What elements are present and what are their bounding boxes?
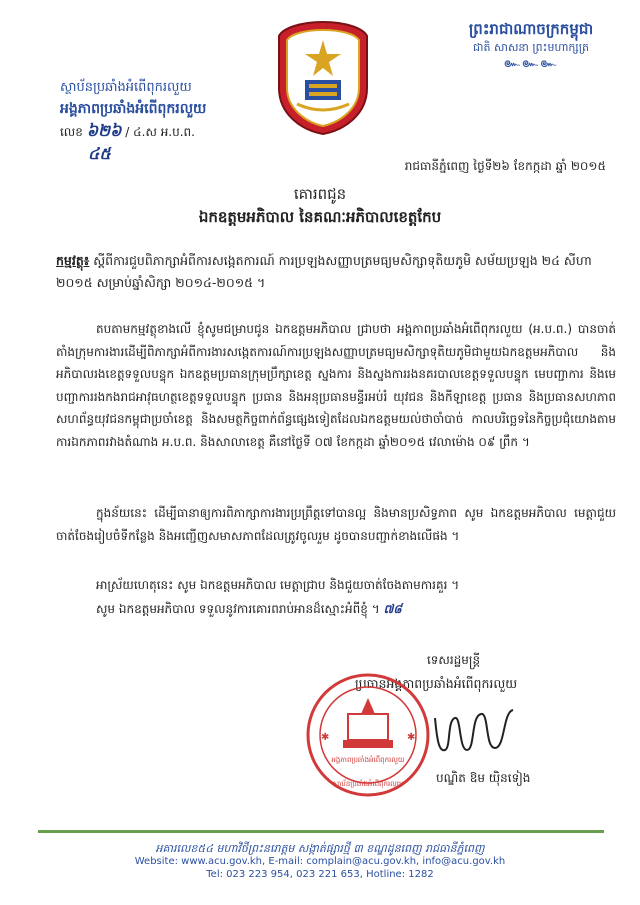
salutation: គោរពជូន <box>293 185 347 203</box>
kingdom-header <box>456 18 606 70</box>
ref-label: លេខ <box>60 125 83 139</box>
closing-paragraph <box>56 598 616 621</box>
recipient: ឯកឧត្តមអភិបាល នៃគណៈអភិបាលខេត្តកែប <box>198 208 442 226</box>
footer-address: អគារលេខ៥៤ មហាវិថីព្រះនរោត្តម សង្កាត់ផ្សារថ្មី ៣ ខណ្ឌដូនពេញ រាជធានីភ្នំពេញ <box>155 842 485 855</box>
signatory-title: ទេសរដ្ឋមន្ត្រី <box>427 653 481 667</box>
kingdom-title: ព្រះរាជាណាចក្រកម្ពុជា <box>468 20 594 38</box>
handwritten-signature <box>425 700 525 760</box>
acu-emblem-logo <box>275 18 371 138</box>
agency-block <box>60 78 280 166</box>
stamp-inner-text: អង្គភាពប្រឆាំងអំពើពុករលួយ <box>331 756 405 764</box>
svg-text:✱: ✱ <box>321 732 330 743</box>
signatory-position: ប្រធានអង្គភាពប្រឆាំងអំពើពុករលួយ <box>355 676 518 691</box>
reference-number <box>60 120 280 143</box>
body-paragraph-3: អាស្រ័យហេតុនេះ សូម ឯកឧត្តមអភិបាល មេត្តាជ្រាប និងជួយចាត់ចែងតាមការគួរ ។ <box>96 578 460 592</box>
closing-text: សូម ឯកឧត្តមអភិបាល ទទួលនូវការគោរពរាប់អានដ៏ស្មោះអំពីខ្ញុំ ។ <box>96 602 380 616</box>
ref-suffix: / ៤.ស អ.ប.ព. <box>125 125 195 139</box>
footer-phone: Tel: 023 223 954, 023 221 653, Hotline: 1282 <box>206 869 434 880</box>
official-stamp <box>303 670 433 800</box>
ref-handwritten-extra: ៤៥ <box>88 144 111 163</box>
letter-date: រាជធានីភ្នំពេញ ថ្ងៃទី២៦ ខែកក្កដា ឆ្នាំ ២០១៥ <box>404 159 606 173</box>
body-paragraph-2: ក្នុងន័យនេះ ដើម្បីធានាឲ្យការពិភាក្សាការងារប្រព្រឹត្តទៅបានល្អ និងមានប្រសិទ្ធភាព សូម ឯកឧត្តមអភិបាល មេត្តាជួយចាត់ចែងរៀបចំទីកន្លែង និងអញ្ជើញសមាសភាពដែលត្រូវចូលរួម ដូចបានបញ្ជាក់ខាងលើផង ។ <box>56 506 616 543</box>
stamp-bottom-text: ស្ថាប័នប្រឆាំងអំពើពុករលួយ <box>332 780 404 788</box>
agency-unit: អង្គភាពប្រឆាំងអំពើពុករលួយ <box>60 101 207 117</box>
footer <box>0 842 640 881</box>
closing-handwritten-mark: ៧៨ <box>383 602 402 616</box>
ref-extra <box>60 143 280 166</box>
signatory-name: បណ្ឌិត ឱម យ៉ិនទៀង <box>436 771 531 785</box>
body-paragraph-1: តបតាមកម្មវត្ថុខាងលើ ខ្ញុំសូមជម្រាបជូន ឯកឧត្តមអភិបាល ជ្រាបថា អង្គភាពប្រឆាំងអំពើពុករលួយ (អ.ប.ព.) បានចាត់តាំងក្រុមការងារដើម្បីពិភាក្សាអំពីការងារសង្កេតការណ៍ការប្រឡងសញ្ញាបត្រមធ្យមសិក្សាទុតិយភូមិជាមួយឯកឧត្តមអភិបាល និងអភិបាលរងខេត្តទទួលបន្ទុក ឯកឧត្តមប្រធានក្រុមប្រឹក្សាខេត្ត ស្នងការ និងស្នងការរងនគរបាលខេត្តទទួលបន្ទុក មេបញ្ជាការ និងមេបញ្ជាការរងកងរាជអាវុធហត្ថខេត្តទទួលបន្ទុក ប្រធាន និងអនុប្រធានមន្ទីរអប់រំ យុវជន និងកីឡាខេត្ត ប្រធាន និងប្រធានសហភាពសហព័ន្ធយុវជនកម្ពុជាប្រចាំខេត្ត និងសមត្ថកិច្ចពាក់ព័ន្ធផ្សេងទៀតដែលឯកឧត្តមយល់ថាចាំបាច់ កាលបរិច្ឆេទនៃកិច្ចប្រជុំយោងតាមការឯកភាពរវាងតំណាង អ.ប.ព. និងសាលាខេត្ត គឺនៅថ្ងៃទី ០៧ ខែកក្កដា ឆ្នាំ២០១៥ វេលាម៉ោង ០៩ ព្រឹក ។ <box>56 322 616 449</box>
ref-handwritten-number: ៦២៦ <box>86 121 122 140</box>
svg-text:✱: ✱ <box>407 732 416 743</box>
kingdom-motto: ជាតិ សាសនា ព្រះមហាក្សត្រ <box>473 41 589 54</box>
subject-text: ស្តីពីការជួបពិភាក្សាអំពីការសង្កេតការណ៍ ការប្រឡងសញ្ញាបត្រមធ្យមសិក្សាទុតិយភូមិ សម័យប្រឡង ២៤ សីហា ២០១៥ សម្រាប់ឆ្នាំសិក្សា ២០១៤-២០១៥ ។ <box>56 253 592 290</box>
subject-label: កម្មវត្ថុ៖ <box>56 253 90 268</box>
agency-institution: ស្ថាប័នប្រឆាំងអំពើពុករលួយ <box>60 80 192 95</box>
footer-contact: Website: www.acu.gov.kh, E-mail: complain@acu.gov.kh, info@acu.gov.kh <box>134 856 506 867</box>
footer-divider <box>38 830 604 833</box>
subject-line <box>56 250 616 294</box>
kingdom-ornament: ๛๛๛ <box>503 55 559 71</box>
